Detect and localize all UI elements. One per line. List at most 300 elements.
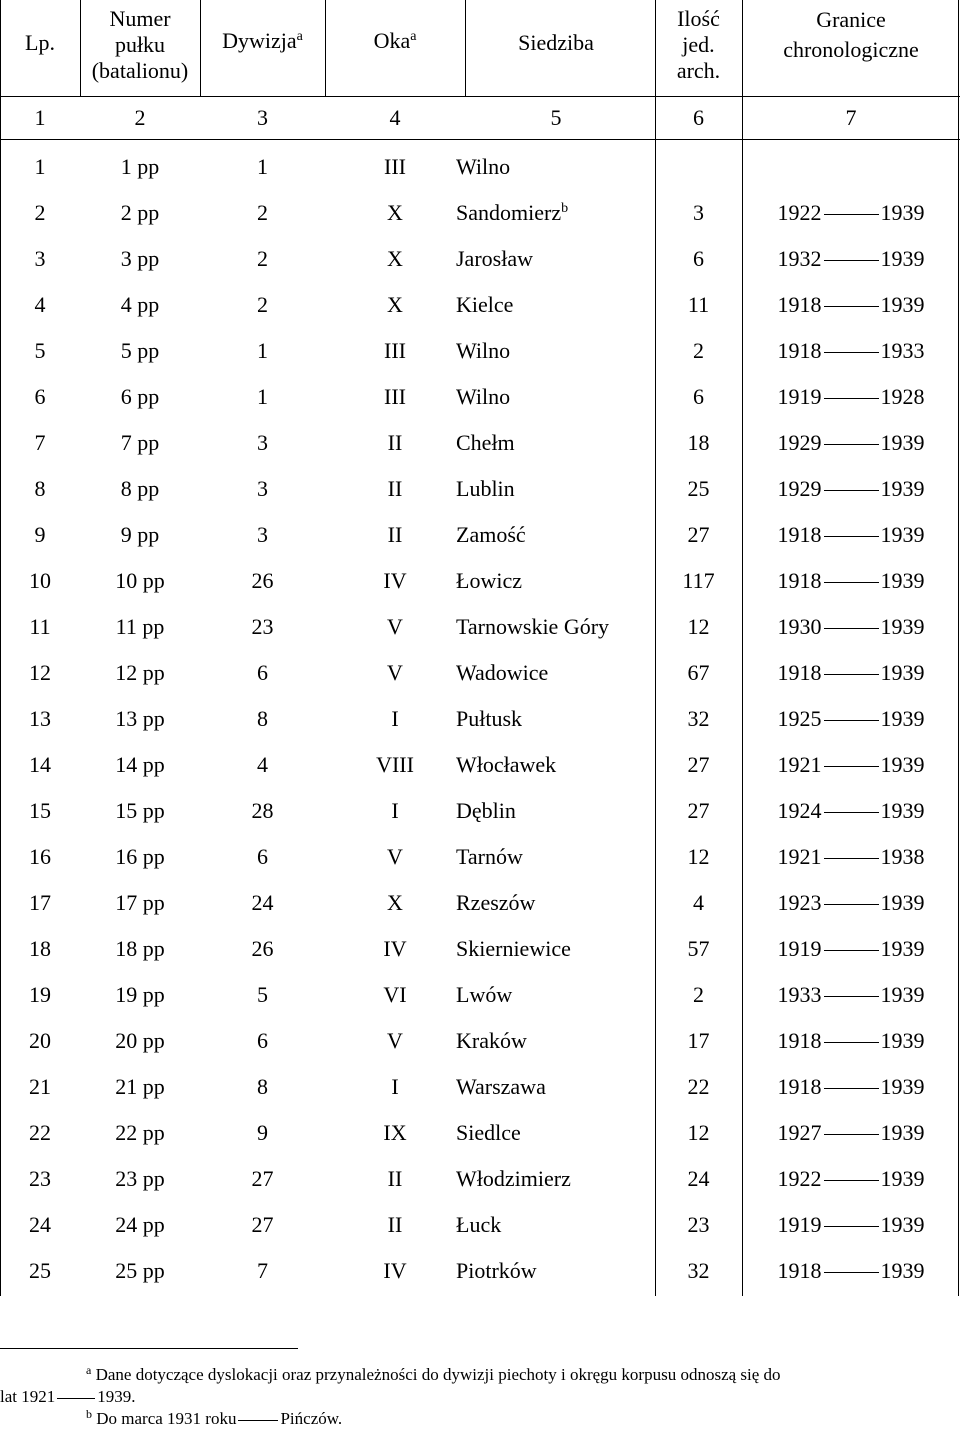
row-lp: 5 xyxy=(34,338,46,363)
row-date-range xyxy=(742,292,960,318)
table-header xyxy=(0,0,960,96)
table-row xyxy=(0,512,960,558)
row-dywizja: 26 xyxy=(251,568,274,593)
row-date-range xyxy=(742,1166,960,1192)
row-date-range xyxy=(742,1028,960,1054)
row-date-range xyxy=(742,476,960,502)
row-ilosc: 17 xyxy=(687,1028,710,1053)
row-siedziba: Jarosław xyxy=(456,246,533,271)
row-dywizja: 1 xyxy=(257,384,268,409)
row-siedziba: Sandomierz$^b$ xyxy=(456,200,569,225)
row-dywizja: 7 xyxy=(257,1258,268,1283)
row-date-to: 1939 xyxy=(880,752,925,777)
row-date-to: 1939 xyxy=(880,798,925,823)
table-row xyxy=(0,558,960,604)
row-siedziba: Wilno xyxy=(456,338,511,363)
row-dywizja: 2 xyxy=(257,200,268,225)
header-oka-sup: a xyxy=(410,29,417,44)
row-ilosc: 24 xyxy=(687,1166,710,1191)
header-ilosc-line3: arch. xyxy=(676,58,721,83)
row-lp: 4 xyxy=(34,292,46,317)
row-ilosc: 32 xyxy=(687,706,710,731)
row-pulk: 2 pp xyxy=(120,200,160,225)
index-3: 3 xyxy=(257,105,268,130)
row-pulk: 9 pp xyxy=(120,522,160,547)
row-date-to: 1939 xyxy=(880,1028,925,1053)
row-dywizja: 27 xyxy=(251,1212,274,1237)
index-7: 7 xyxy=(845,105,857,130)
row-ilosc: 6 xyxy=(693,246,704,271)
row-oka: I xyxy=(391,798,399,823)
row-date-from: 1930 xyxy=(777,614,822,639)
dash xyxy=(824,904,879,905)
row-ilosc: 4 xyxy=(693,890,704,915)
row-siedziba: Lublin xyxy=(456,476,515,501)
row-date-from: 1918 xyxy=(777,1258,822,1283)
row-date-range xyxy=(742,338,960,364)
dash xyxy=(824,950,879,951)
row-date-to: 1939 xyxy=(880,568,925,593)
row-date-to: 1933 xyxy=(880,338,925,363)
header-oka xyxy=(325,28,465,54)
header-dywizja xyxy=(200,28,325,54)
row-date-to: 1939 xyxy=(880,660,925,685)
row-date-to: 1939 xyxy=(880,200,925,225)
row-date-to: 1939 xyxy=(880,982,925,1007)
row-lp: 7 xyxy=(34,430,46,455)
row-dywizja: 27 xyxy=(251,1166,274,1191)
row-pulk: 15 pp xyxy=(115,798,165,823)
row-date-to: 1928 xyxy=(880,384,925,409)
row-dywizja: 4 xyxy=(257,752,268,777)
row-lp: 8 xyxy=(34,476,46,501)
row-dywizja: 24 xyxy=(251,890,274,915)
row-date-from: 1922 xyxy=(777,1166,822,1191)
row-lp: 15 xyxy=(29,798,51,823)
dash xyxy=(824,214,879,215)
row-date-to: 1939 xyxy=(880,430,925,455)
dash xyxy=(824,1134,879,1135)
row-dywizja: 1 xyxy=(257,338,268,363)
table-row xyxy=(0,926,960,972)
row-oka: IV xyxy=(383,568,407,593)
row-date-to: 1939 xyxy=(880,1074,925,1099)
table-row xyxy=(0,650,960,696)
row-oka: VI xyxy=(383,982,407,1007)
dash xyxy=(824,582,879,583)
row-date-from: 1922 xyxy=(777,200,822,225)
row-dywizja: 6 xyxy=(257,660,268,685)
row-date-range xyxy=(742,430,960,456)
row-ilosc: 11 xyxy=(687,292,710,317)
table-left-edge xyxy=(0,0,1,1296)
row-date-from: 1918 xyxy=(777,1028,822,1053)
row-siedziba: Zamość xyxy=(456,522,526,547)
dash xyxy=(824,1226,879,1227)
table-row xyxy=(0,1110,960,1156)
dash xyxy=(57,1398,95,1399)
footnote-a-line1 xyxy=(86,1364,781,1386)
row-date-range xyxy=(742,752,960,778)
row-date-range xyxy=(742,798,960,824)
dash xyxy=(824,766,879,767)
dash xyxy=(824,260,879,261)
row-dywizja: 6 xyxy=(257,844,268,869)
row-lp: 14 xyxy=(29,752,51,777)
footnote-a-years-start: lat 1921 xyxy=(0,1387,56,1406)
row-oka: I xyxy=(391,706,399,731)
row-date-to: 1939 xyxy=(880,1120,925,1145)
header-lp: Lp. xyxy=(25,30,55,55)
row-date-to: 1939 xyxy=(880,292,925,317)
row-lp: 16 xyxy=(29,844,51,869)
column-divider xyxy=(655,0,656,1296)
row-date-from: 1918 xyxy=(777,292,822,317)
table-row xyxy=(0,144,960,190)
row-lp: 20 xyxy=(29,1028,51,1053)
row-ilosc: 12 xyxy=(687,844,710,869)
header-ilosc xyxy=(655,6,742,84)
row-date-from: 1927 xyxy=(777,1120,822,1145)
row-date-to: 1939 xyxy=(880,1258,925,1283)
row-lp: 19 xyxy=(29,982,51,1007)
row-date-to: 1939 xyxy=(880,936,925,961)
row-oka: IV xyxy=(383,936,407,961)
row-pulk: 21 pp xyxy=(115,1074,165,1099)
row-lp: 10 xyxy=(29,568,51,593)
row-oka: X xyxy=(387,292,403,317)
dash xyxy=(824,444,879,445)
dash xyxy=(238,1420,278,1421)
table-row xyxy=(0,1156,960,1202)
column-divider xyxy=(742,0,743,1296)
row-date-range xyxy=(742,614,960,640)
row-date-from: 1929 xyxy=(777,430,822,455)
row-date-from: 1918 xyxy=(777,522,822,547)
row-dywizja: 3 xyxy=(257,430,268,455)
row-siedziba: Dęblin xyxy=(456,798,516,823)
header-numer-line3: (batalionu) xyxy=(91,58,189,83)
row-date-to: 1939 xyxy=(880,890,925,915)
row-date-from: 1933 xyxy=(777,982,822,1007)
row-oka: III xyxy=(384,154,406,179)
index-1: 1 xyxy=(34,105,46,130)
row-lp: 17 xyxy=(29,890,51,915)
footnote-a-mark: a xyxy=(86,1363,92,1377)
row-pulk: 22 pp xyxy=(115,1120,165,1145)
row-date-range xyxy=(742,936,960,962)
row-ilosc: 27 xyxy=(687,522,710,547)
row-date-range xyxy=(742,200,960,226)
row-oka: II xyxy=(387,430,403,455)
table-row xyxy=(0,466,960,512)
row-siedziba: Piotrków xyxy=(456,1258,537,1283)
row-ilosc: 6 xyxy=(693,384,704,409)
row-siedziba-sup: b xyxy=(561,201,569,216)
row-dywizja: 26 xyxy=(251,936,274,961)
dash xyxy=(824,306,879,307)
row-lp: 3 xyxy=(34,246,46,271)
row-siedziba: Wadowice xyxy=(456,660,549,685)
row-date-range xyxy=(742,844,960,870)
row-pulk: 18 pp xyxy=(115,936,165,961)
row-siedziba: Chełm xyxy=(456,430,515,455)
table-row xyxy=(0,190,960,236)
row-date-from: 1929 xyxy=(777,476,822,501)
row-pulk: 14 pp xyxy=(115,752,165,777)
row-oka: II xyxy=(387,476,403,501)
row-pulk: 12 pp xyxy=(115,660,165,685)
row-dywizja: 28 xyxy=(251,798,274,823)
dash xyxy=(824,1272,879,1273)
row-pulk: 7 pp xyxy=(120,430,160,455)
table-row xyxy=(0,374,960,420)
row-lp: 2 xyxy=(34,200,46,225)
table-row xyxy=(0,880,960,926)
column-divider xyxy=(200,0,201,96)
row-date-to: 1939 xyxy=(880,246,925,271)
dash xyxy=(824,720,879,721)
row-date-to: 1939 xyxy=(880,614,925,639)
index-5: 5 xyxy=(550,105,562,130)
row-lp: 23 xyxy=(29,1166,51,1191)
footnote-b-place: Pińczów. xyxy=(280,1409,343,1428)
footnote-a-line2 xyxy=(0,1386,136,1408)
row-pulk: 8 pp xyxy=(120,476,160,501)
index-2: 2 xyxy=(134,105,146,130)
header-numer xyxy=(80,6,200,84)
row-siedziba: Łowicz xyxy=(456,568,522,593)
row-pulk: 1 pp xyxy=(120,154,160,179)
row-dywizja: 2 xyxy=(257,246,268,271)
row-pulk: 3 pp xyxy=(120,246,160,271)
row-date-from: 1918 xyxy=(777,660,822,685)
footnote-b xyxy=(86,1408,342,1430)
row-date-range xyxy=(742,568,960,594)
row-ilosc: 117 xyxy=(682,568,715,593)
row-ilosc: 2 xyxy=(693,982,704,1007)
dash xyxy=(824,812,879,813)
row-oka: II xyxy=(387,1166,403,1191)
header-siedziba: Siedziba xyxy=(518,30,594,55)
row-date-range xyxy=(742,246,960,272)
row-lp: 18 xyxy=(29,936,51,961)
dash xyxy=(824,1042,879,1043)
row-siedziba: Tarnowskie Góry xyxy=(456,614,610,639)
dash xyxy=(824,398,879,399)
row-date-range xyxy=(742,660,960,686)
table-row xyxy=(0,1248,960,1294)
dash xyxy=(824,352,879,353)
row-siedziba: Kraków xyxy=(456,1028,527,1053)
row-pulk: 16 pp xyxy=(115,844,165,869)
table-body xyxy=(0,144,960,1294)
row-oka: IX xyxy=(383,1120,407,1145)
row-lp: 24 xyxy=(29,1212,51,1237)
row-pulk: 11 pp xyxy=(115,614,165,639)
row-date-range xyxy=(742,1120,960,1146)
table-row xyxy=(0,696,960,742)
row-lp: 21 xyxy=(29,1074,51,1099)
row-ilosc: 12 xyxy=(687,1120,710,1145)
row-siedziba: Pułtusk xyxy=(456,706,523,731)
header-numer-line2: pułku xyxy=(114,32,166,57)
row-oka: X xyxy=(387,890,403,915)
row-dywizja: 23 xyxy=(251,614,274,639)
column-divider xyxy=(325,0,326,96)
row-siedziba: Siedlce xyxy=(456,1120,521,1145)
dash xyxy=(824,628,879,629)
row-date-from: 1919 xyxy=(777,936,822,961)
row-lp: 22 xyxy=(29,1120,51,1145)
row-date-to: 1939 xyxy=(880,1166,925,1191)
dash xyxy=(824,1088,879,1089)
row-date-range xyxy=(742,1258,960,1284)
row-dywizja: 8 xyxy=(257,1074,268,1099)
row-lp: 11 xyxy=(29,614,51,639)
row-dywizja: 5 xyxy=(257,982,268,1007)
row-ilosc: 23 xyxy=(687,1212,710,1237)
table-row xyxy=(0,834,960,880)
row-date-range xyxy=(742,890,960,916)
table-row xyxy=(0,1064,960,1110)
row-siedziba: Włodzimierz xyxy=(456,1166,571,1191)
row-date-from: 1918 xyxy=(777,568,822,593)
row-dywizja: 6 xyxy=(257,1028,268,1053)
row-lp: 25 xyxy=(29,1258,51,1283)
table-row xyxy=(0,742,960,788)
row-ilosc: 12 xyxy=(687,614,710,639)
row-lp: 12 xyxy=(29,660,51,685)
row-ilosc: 27 xyxy=(687,752,710,777)
column-index-row xyxy=(0,96,960,140)
row-date-from: 1923 xyxy=(777,890,822,915)
row-date-range xyxy=(742,1212,960,1238)
row-ilosc: 25 xyxy=(687,476,710,501)
dash xyxy=(824,490,879,491)
row-oka: V xyxy=(387,844,403,869)
row-date-to: 1939 xyxy=(880,476,925,501)
dash xyxy=(824,536,879,537)
row-pulk: 24 pp xyxy=(115,1212,165,1237)
header-dywizja-text: Dywizja xyxy=(222,28,297,53)
footnote-b-mark: b xyxy=(86,1407,92,1421)
row-date-from: 1932 xyxy=(777,246,822,271)
table-row xyxy=(0,788,960,834)
row-date-from: 1924 xyxy=(777,798,822,823)
row-dywizja: 1 xyxy=(257,154,268,179)
header-oka-text: Oka xyxy=(373,28,411,53)
row-pulk: 20 pp xyxy=(115,1028,165,1053)
row-date-range xyxy=(742,982,960,1008)
row-siedziba: Tarnów xyxy=(456,844,523,869)
row-ilosc: 67 xyxy=(687,660,710,685)
footnote-b-text: Do marca 1931 roku xyxy=(96,1409,237,1428)
footnote-a-years-end: 1939. xyxy=(97,1387,136,1406)
row-ilosc: 18 xyxy=(687,430,710,455)
table-row xyxy=(0,420,960,466)
row-siedziba: Łuck xyxy=(456,1212,502,1237)
row-lp: 1 xyxy=(34,154,46,179)
row-date-from: 1919 xyxy=(777,1212,822,1237)
row-oka: X xyxy=(387,246,403,271)
row-date-range xyxy=(742,384,960,410)
column-divider xyxy=(80,0,81,96)
row-pulk: 23 pp xyxy=(115,1166,165,1191)
header-ilosc-line2: jed. xyxy=(682,32,715,57)
table-row xyxy=(0,972,960,1018)
row-date-to: 1939 xyxy=(880,522,925,547)
row-pulk: 19 pp xyxy=(115,982,165,1007)
row-pulk: 25 pp xyxy=(115,1258,165,1283)
row-date-from: 1925 xyxy=(777,706,822,731)
row-dywizja: 2 xyxy=(257,292,268,317)
row-siedziba: Wilno xyxy=(456,154,511,179)
row-lp: 13 xyxy=(29,706,51,731)
row-date-to: 1939 xyxy=(880,1212,925,1237)
row-siedziba: Skierniewice xyxy=(456,936,571,961)
row-pulk: 6 pp xyxy=(120,384,160,409)
row-date-from: 1918 xyxy=(777,338,822,363)
row-oka: III xyxy=(384,384,406,409)
row-date-from: 1918 xyxy=(777,1074,822,1099)
row-ilosc: 32 xyxy=(687,1258,710,1283)
row-ilosc: 57 xyxy=(687,936,710,961)
table-row xyxy=(0,236,960,282)
table-row xyxy=(0,604,960,650)
row-dywizja: 9 xyxy=(257,1120,268,1145)
row-oka: III xyxy=(384,338,406,363)
row-oka: V xyxy=(387,1028,403,1053)
header-ilosc-line1: Ilość xyxy=(677,6,720,31)
row-date-range xyxy=(742,706,960,732)
row-oka: II xyxy=(387,1212,403,1237)
dash xyxy=(824,996,879,997)
row-pulk: 13 pp xyxy=(115,706,165,731)
row-siedziba: Wilno xyxy=(456,384,511,409)
row-pulk: 17 pp xyxy=(115,890,165,915)
table-right-edge xyxy=(958,0,959,1296)
table-row xyxy=(0,328,960,374)
row-lp: 9 xyxy=(34,522,46,547)
row-date-range xyxy=(742,1074,960,1100)
row-siedziba: Kielce xyxy=(456,292,514,317)
footnote-a-text: Dane dotyczące dyslokacji oraz przynależności do dywizji piechoty i okręgu korpusu odnoszą się do xyxy=(95,1365,781,1384)
row-oka: IV xyxy=(383,1258,407,1283)
row-oka: II xyxy=(387,522,403,547)
row-pulk: 10 pp xyxy=(115,568,165,593)
row-siedziba: Lwów xyxy=(456,982,513,1007)
row-date-from: 1921 xyxy=(777,844,822,869)
table-row xyxy=(0,282,960,328)
column-divider xyxy=(465,0,466,96)
row-pulk: 4 pp xyxy=(120,292,160,317)
index-4: 4 xyxy=(389,105,401,130)
dash xyxy=(824,1180,879,1181)
header-granice xyxy=(742,6,960,66)
table-row xyxy=(0,1202,960,1248)
row-dywizja: 3 xyxy=(257,476,268,501)
row-dywizja: 8 xyxy=(257,706,268,731)
header-granice-line1: Granice xyxy=(816,7,886,32)
row-oka: VIII xyxy=(376,752,414,777)
row-lp: 6 xyxy=(34,384,46,409)
row-date-to: 1938 xyxy=(880,844,925,869)
header-granice-line2: chronologiczne xyxy=(783,37,919,62)
row-date-from: 1921 xyxy=(777,752,822,777)
row-oka: V xyxy=(387,660,403,685)
row-ilosc: 2 xyxy=(693,338,704,363)
